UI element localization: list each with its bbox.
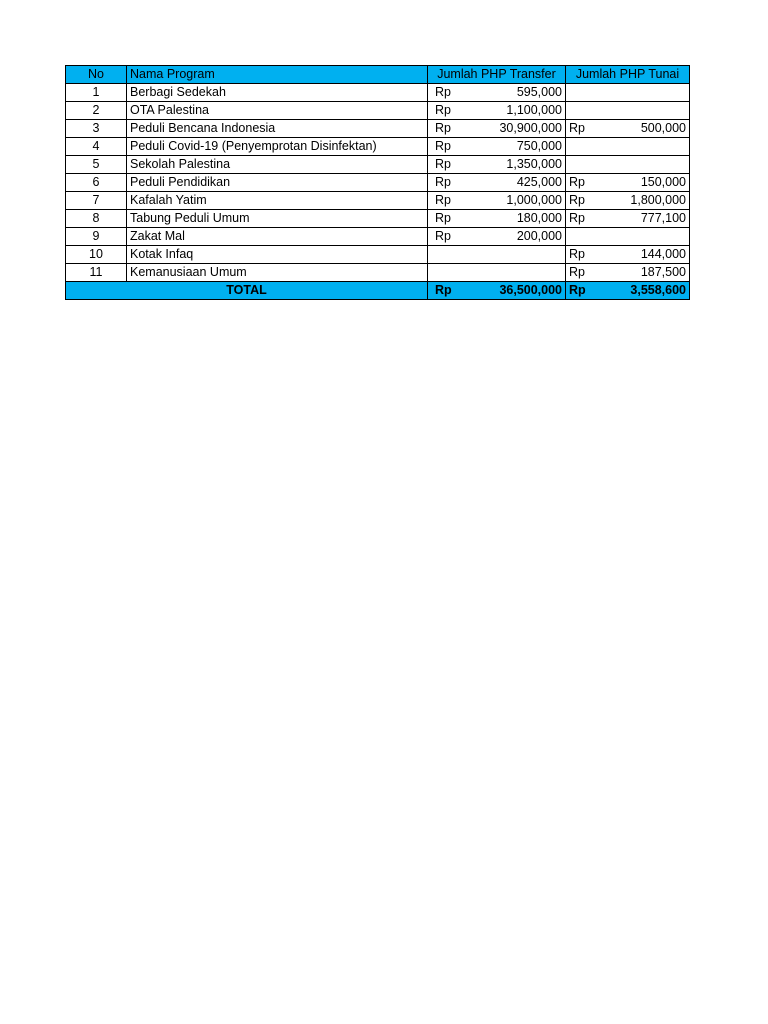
row-transfer-cell bbox=[428, 102, 566, 120]
row-no: 7 bbox=[66, 192, 127, 210]
row-transfer-amount: 1,000,000 bbox=[506, 193, 562, 207]
row-tunai-currency: Rp bbox=[569, 265, 585, 279]
total-transfer-currency: Rp bbox=[435, 283, 452, 297]
row-no: 1 bbox=[66, 84, 127, 102]
row-tunai-cell bbox=[566, 246, 690, 264]
table-row bbox=[66, 192, 690, 210]
row-transfer-cell bbox=[428, 192, 566, 210]
row-transfer-cell bbox=[428, 246, 566, 264]
row-tunai-cell bbox=[566, 174, 690, 192]
row-program-name: Peduli Bencana Indonesia bbox=[127, 120, 428, 138]
row-tunai-amount: 1,800,000 bbox=[630, 193, 686, 207]
row-no: 6 bbox=[66, 174, 127, 192]
spreadsheet-page bbox=[65, 65, 690, 300]
row-program-name: Zakat Mal bbox=[127, 228, 428, 246]
row-transfer-cell bbox=[428, 210, 566, 228]
table-row bbox=[66, 84, 690, 102]
row-tunai-amount: 500,000 bbox=[640, 121, 686, 135]
table-row bbox=[66, 102, 690, 120]
row-transfer-amount: 1,100,000 bbox=[506, 103, 562, 117]
row-transfer-amount: 750,000 bbox=[516, 139, 562, 153]
row-transfer-cell bbox=[428, 174, 566, 192]
row-tunai-currency: Rp bbox=[569, 193, 585, 207]
row-program-name: Tabung Peduli Umum bbox=[127, 210, 428, 228]
row-tunai-currency: Rp bbox=[569, 247, 585, 261]
header-tunai: Jumlah PHP Tunai bbox=[566, 66, 690, 84]
row-program-name: Sekolah Palestina bbox=[127, 156, 428, 174]
row-tunai-cell bbox=[566, 192, 690, 210]
total-label: TOTAL bbox=[66, 282, 428, 300]
row-transfer-currency: Rp bbox=[435, 85, 451, 99]
row-transfer-amount: 595,000 bbox=[516, 85, 562, 99]
row-program-name: Kotak Infaq bbox=[127, 246, 428, 264]
row-tunai-amount: 150,000 bbox=[640, 175, 686, 189]
row-transfer-currency: Rp bbox=[435, 139, 451, 153]
row-no: 11 bbox=[66, 264, 127, 282]
row-tunai-amount: 144,000 bbox=[640, 247, 686, 261]
row-program-name: Peduli Pendidikan bbox=[127, 174, 428, 192]
table-row bbox=[66, 174, 690, 192]
total-row bbox=[66, 282, 690, 300]
row-tunai-currency: Rp bbox=[569, 175, 585, 189]
row-tunai-currency: Rp bbox=[569, 211, 585, 225]
total-tunai-amount: 3,558,600 bbox=[630, 283, 686, 297]
row-transfer-amount: 180,000 bbox=[516, 211, 562, 225]
row-program-name: OTA Palestina bbox=[127, 102, 428, 120]
row-transfer-amount: 30,900,000 bbox=[499, 121, 562, 135]
row-transfer-cell bbox=[428, 84, 566, 102]
row-tunai-cell bbox=[566, 210, 690, 228]
row-no: 8 bbox=[66, 210, 127, 228]
row-transfer-currency: Rp bbox=[435, 211, 451, 225]
row-transfer-currency: Rp bbox=[435, 175, 451, 189]
header-name: Nama Program bbox=[127, 66, 428, 84]
row-no: 5 bbox=[66, 156, 127, 174]
table-row bbox=[66, 156, 690, 174]
row-no: 9 bbox=[66, 228, 127, 246]
row-transfer-currency: Rp bbox=[435, 157, 451, 171]
total-transfer-amount: 36,500,000 bbox=[499, 283, 562, 297]
row-transfer-amount: 1,350,000 bbox=[506, 157, 562, 171]
header-no: No bbox=[66, 66, 127, 84]
table-row bbox=[66, 264, 690, 282]
row-no: 10 bbox=[66, 246, 127, 264]
row-program-name: Kemanusiaan Umum bbox=[127, 264, 428, 282]
row-tunai-cell bbox=[566, 264, 690, 282]
table-row bbox=[66, 138, 690, 156]
table-row bbox=[66, 120, 690, 138]
row-no: 2 bbox=[66, 102, 127, 120]
row-transfer-currency: Rp bbox=[435, 193, 451, 207]
header-transfer: Jumlah PHP Transfer bbox=[428, 66, 566, 84]
row-transfer-cell bbox=[428, 120, 566, 138]
header-row bbox=[66, 66, 690, 84]
row-tunai-currency: Rp bbox=[569, 121, 585, 135]
row-transfer-cell bbox=[428, 264, 566, 282]
row-transfer-currency: Rp bbox=[435, 103, 451, 117]
table-row bbox=[66, 228, 690, 246]
row-no: 3 bbox=[66, 120, 127, 138]
row-no: 4 bbox=[66, 138, 127, 156]
row-tunai-amount: 187,500 bbox=[640, 265, 686, 279]
total-tunai-cell bbox=[566, 282, 690, 300]
row-transfer-amount: 200,000 bbox=[516, 229, 562, 243]
row-transfer-amount: 425,000 bbox=[516, 175, 562, 189]
table-body bbox=[66, 84, 690, 282]
program-table bbox=[65, 65, 690, 300]
row-tunai-cell bbox=[566, 120, 690, 138]
table-row bbox=[66, 210, 690, 228]
row-transfer-currency: Rp bbox=[435, 121, 451, 135]
row-tunai-cell bbox=[566, 138, 690, 156]
row-transfer-cell bbox=[428, 156, 566, 174]
row-transfer-cell bbox=[428, 228, 566, 246]
row-tunai-cell bbox=[566, 228, 690, 246]
row-tunai-cell bbox=[566, 156, 690, 174]
row-tunai-cell bbox=[566, 84, 690, 102]
row-program-name: Berbagi Sedekah bbox=[127, 84, 428, 102]
row-program-name: Kafalah Yatim bbox=[127, 192, 428, 210]
row-tunai-cell bbox=[566, 102, 690, 120]
row-tunai-amount: 777,100 bbox=[640, 211, 686, 225]
row-transfer-currency: Rp bbox=[435, 229, 451, 243]
table-row bbox=[66, 246, 690, 264]
total-transfer-cell bbox=[428, 282, 566, 300]
row-program-name: Peduli Covid-19 (Penyemprotan Disinfektan) bbox=[127, 138, 428, 156]
total-tunai-currency: Rp bbox=[569, 283, 586, 297]
row-transfer-cell bbox=[428, 138, 566, 156]
